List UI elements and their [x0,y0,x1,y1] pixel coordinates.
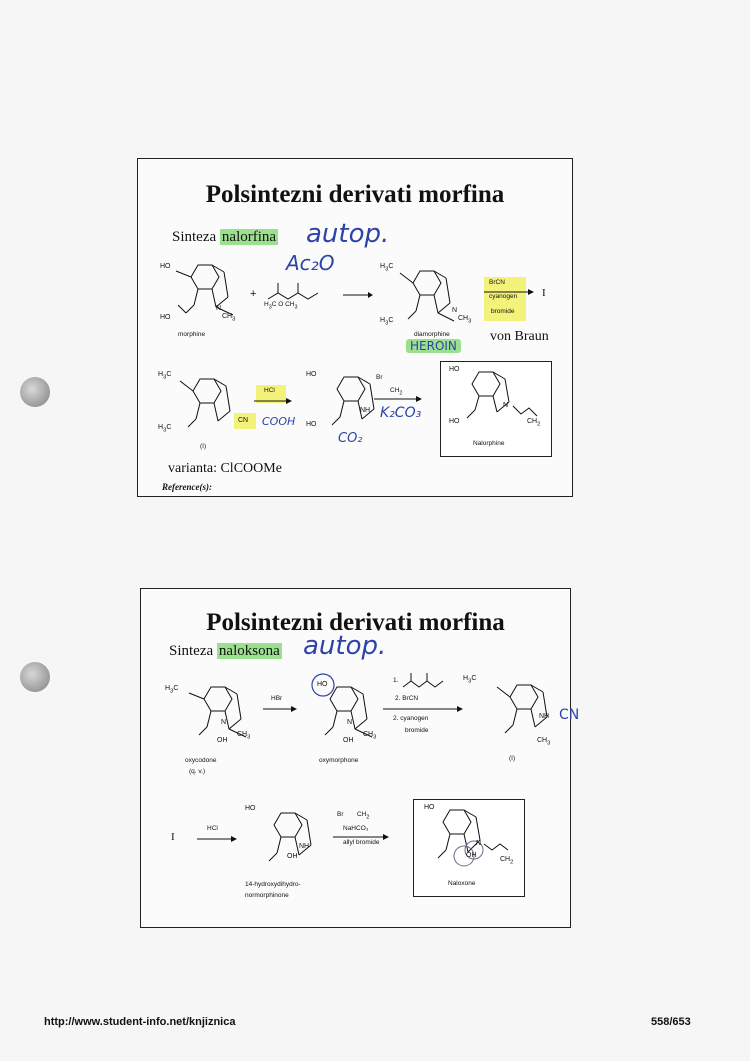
hcl-arrow [197,835,237,843]
reaction-arrow [343,291,373,299]
slide-title: Polsintezni derivati morfina [205,181,505,208]
handwritten-cn: CN [559,707,580,723]
hydroxydihydronormorphinone-structure [241,803,331,883]
cn-label: CN [238,417,249,424]
punch-hole-bottom [20,662,50,692]
references-text: Reference(s): [162,482,212,492]
synthesis-subtitle: Sinteza nalorfina [172,229,277,245]
intermediate-structure [481,673,571,753]
compound-highlight: naloksona [218,643,280,659]
intermediate-label: (I) [509,755,516,762]
morphine-label: morphine [178,331,206,338]
footer-url[interactable]: http://www.student-info.net/knjiznica [44,1016,236,1028]
heroin-note: HEROIN [406,339,461,353]
slide-naloxone: Polsintezni derivati morfina Sinteza naloksona autop. $H_3C$ N OH $CH_3$ oxycodone (q. v.) HBr HO N OH $CH_3$ oxymorphone 1. 2. BrCN 2. cyanogen bromide $H_3C$ NH CN $CH_3$ (I) I HCl HO NH OH 14-hydroxydihydro- normorphinone Br $CH_2$ NaHCO₃ allyl bromide HO N OH $CH_2$ Naloxone [140,588,571,928]
acetic-anhydride-structure [399,671,459,691]
handwritten-co2: CO₂ [338,431,363,446]
compound-highlight: nalorfina [221,229,277,245]
von-braun-label: von Braun [490,329,549,344]
nalorphine-label: Nalorphine [473,440,505,447]
synthesis-subtitle: Sinteza naloksona [169,643,280,659]
oxymorphone-structure [297,679,387,754]
nalorphine-product-box: HO HO N $CH_2$ Nalorphine [440,361,552,457]
oxycodone-label: oxycodone [185,757,217,764]
oxymorphone-label: oxymorphone [319,757,359,764]
handwritten-cooh: COOH [262,415,296,428]
handwritten-note: autop. [306,219,390,249]
start-roman-label: I [171,831,175,843]
allyl-arrow [374,395,422,403]
handwritten-note: autop. [303,631,387,661]
allyl-arrow [333,833,389,841]
hbr-arrow [263,705,297,713]
punch-hole-top [20,377,50,407]
naloxone-product-box: HO N OH $CH_2$ Naloxone [413,799,525,897]
handwritten-reagent: Ac₂O [286,251,335,275]
slide-title: Polsintezni derivati morfina [206,609,505,636]
page-number: 558/653 [651,1016,691,1028]
oxycodone-structure [171,679,261,754]
product-roman-label: I [542,287,546,299]
hcl-arrow [254,397,292,405]
intermediate-label: (I) [200,443,207,450]
handwritten-k2co3: K₂CO₃ [380,405,422,421]
varianta-text: varianta: ClCOOMe [168,461,282,476]
brcn-arrow [484,288,534,296]
steps-arrow [383,705,463,713]
intermediate-structure [158,369,258,444]
slide-nalorphine: Polsintezni derivati morfina Sinteza nalorfina autop. Ac₂O HO HO N $CH_3$ morphine + $H_3C$ O $CH_3$ $H_3C$ $H_3C$ N $CH_3$ diamorphine HEROIN BrCN cyanogen bromide I von Braun $H_3C$ $H_3C$ CN (I) HCl COOH CO₂ HO HO NH Br $CH_2$ K₂CO₃ HO HO N $CH_2$ Nalorphine varianta: ClCOOMe Reference(s): [137,158,573,497]
diamorphine-label: diamorphine [414,331,450,338]
naloxone-label: Naloxone [448,880,476,887]
